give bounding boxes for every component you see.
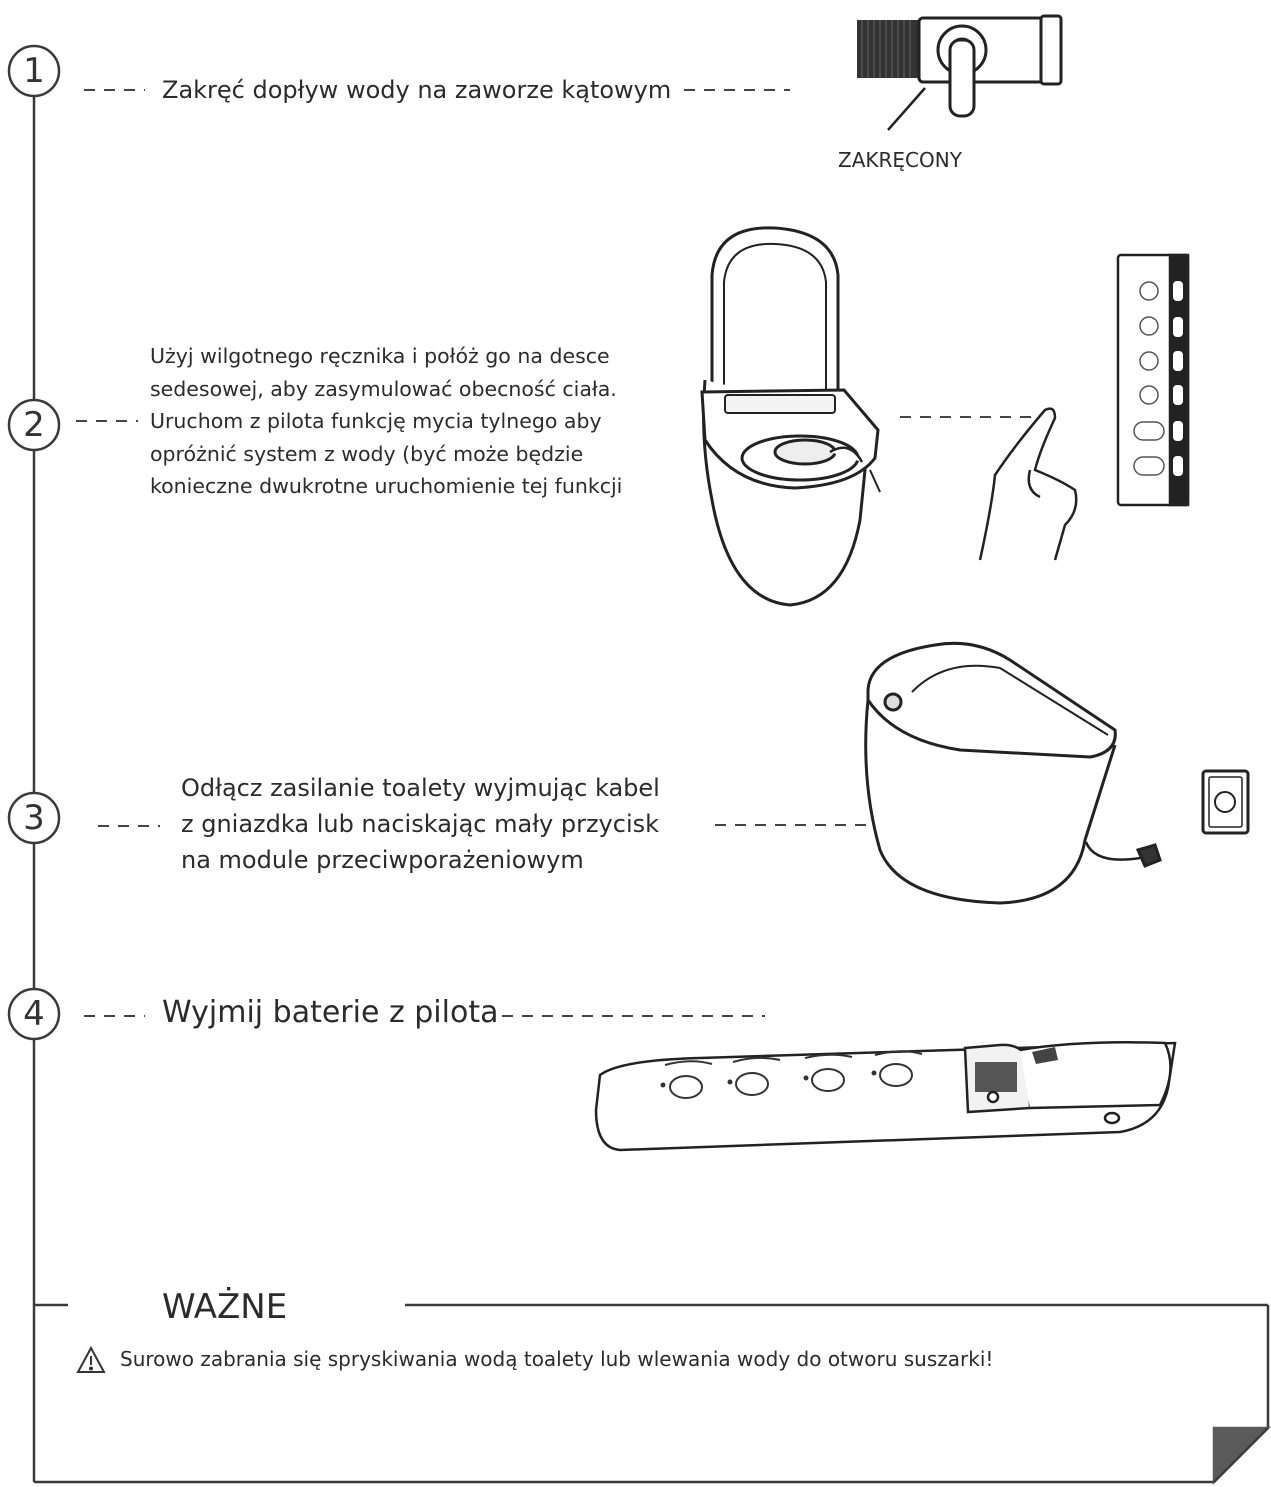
step-number: 2 <box>23 405 45 445</box>
notice-frame <box>34 1305 1268 1482</box>
valve-label: ZAKRĘCONY <box>838 148 962 172</box>
step-number: 4 <box>23 994 45 1034</box>
notice-title: WAŻNE <box>162 1287 288 1327</box>
step-text-line: Odłącz zasilanie toalety wyjmując kabel <box>181 774 660 802</box>
step-2-text <box>150 340 622 503</box>
step-number: 1 <box>23 51 45 91</box>
warning-triangle-icon <box>78 1348 104 1372</box>
step-number: 3 <box>23 798 45 838</box>
step-text-line: Wyjmij baterie z pilota <box>162 995 499 1030</box>
step-text-line: na module przeciwporażeniowym <box>181 846 584 874</box>
remote-battery-illustration <box>596 1042 1175 1150</box>
step-text-line: konieczne dwukrotne uruchomienie tej funkcji <box>150 474 623 498</box>
pointing-hand-illustration <box>980 409 1076 560</box>
step-text-line: Użyj wilgotnego ręcznika i połóż go na desce <box>150 344 610 368</box>
toilet-closed-illustration <box>866 643 1160 903</box>
wall-socket-illustration <box>1203 771 1248 833</box>
toilet-open-lid-illustration <box>702 228 880 605</box>
wall-remote-illustration <box>1118 255 1188 505</box>
step-text-line: z gniazdka lub naciskając mały przycisk <box>181 810 660 838</box>
step-text-line: sedesowej, aby zasymulować obecność ciała. <box>150 376 617 401</box>
step-4-text <box>162 993 498 1033</box>
step-text-line: opróżnić system z wody (być może będzie <box>150 441 584 466</box>
angle-valve-illustration <box>857 16 1061 130</box>
step-text-line: Uruchom z pilota funkcję mycia tylnego aby <box>150 409 602 433</box>
notice-warning-text: Surowo zabrania się spryskiwania wodą toalety lub wlewania wody do otworu suszarki! <box>120 1347 994 1371</box>
step-text-line: Zakręć dopływ wody na zaworze kątowym <box>162 76 672 104</box>
step-3-text <box>181 770 660 878</box>
step-1-text <box>162 74 671 106</box>
